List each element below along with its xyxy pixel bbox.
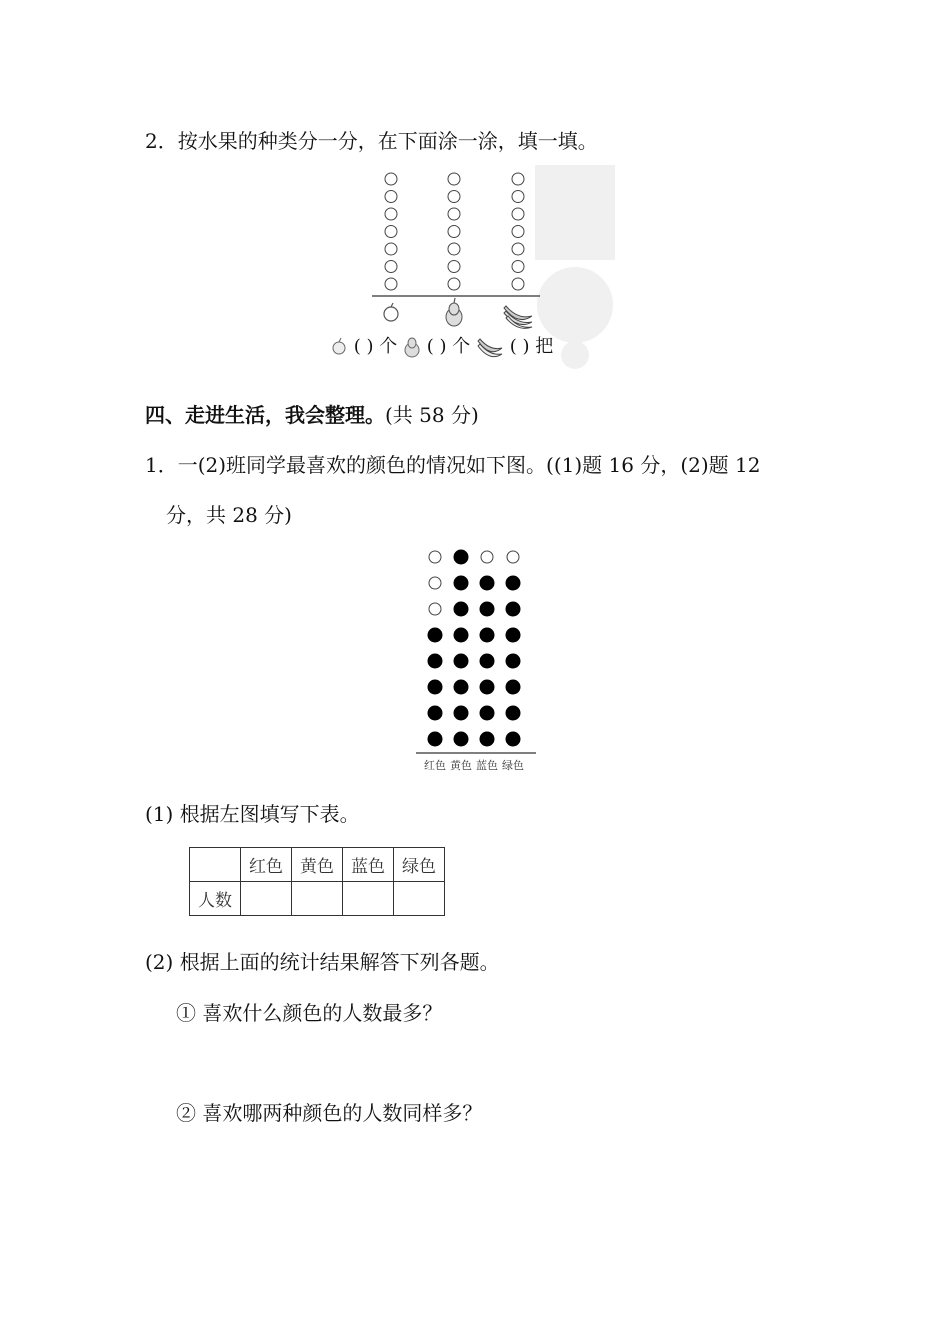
table-header-green: 绿色 — [394, 848, 445, 882]
filled-dot — [454, 654, 468, 668]
filled-dot — [506, 654, 520, 668]
filled-dot — [506, 602, 520, 616]
empty-dot — [429, 551, 441, 563]
empty-dot — [429, 577, 441, 589]
filled-dot — [428, 654, 442, 668]
table-cell-yellow[interactable] — [292, 882, 343, 916]
banana-icon — [504, 306, 532, 328]
filled-dot — [480, 654, 494, 668]
part-1-title: (1) 根据左图填写下表。 — [145, 802, 360, 826]
filled-dot — [454, 576, 468, 590]
filled-dot — [454, 550, 468, 564]
fruit-empty-circle[interactable] — [512, 191, 524, 203]
filled-dot — [480, 680, 494, 694]
color-axis-label: 绿色 — [502, 759, 524, 772]
filled-dot — [480, 732, 494, 746]
section-4-points: (共 58 分) — [385, 403, 479, 427]
filled-dot — [506, 706, 520, 720]
empty-dot — [429, 603, 441, 615]
color-axis-label: 蓝色 — [476, 759, 498, 772]
filled-dot — [506, 628, 520, 642]
filled-dot — [454, 732, 468, 746]
filled-dot — [480, 576, 494, 590]
fruit-empty-circle[interactable] — [448, 208, 460, 220]
filled-dot — [428, 680, 442, 694]
fruit-empty-circle[interactable] — [385, 261, 397, 273]
fill-table — [189, 847, 445, 916]
color-axis-label: 红色 — [424, 759, 446, 772]
fruit-empty-circle[interactable] — [512, 173, 524, 185]
part-2-question-a: ① 喜欢什么颜色的人数最多？ — [176, 1001, 443, 1025]
color-dot-grid — [428, 550, 520, 746]
part-2-title: (2) 根据上面的统计结果解答下列各题。 — [145, 950, 500, 974]
table-row — [190, 882, 445, 916]
table-corner-cell — [190, 848, 241, 882]
fruit-empty-circle[interactable] — [448, 261, 460, 273]
fruit-empty-circle[interactable] — [512, 243, 524, 255]
filled-dot — [428, 732, 442, 746]
fruit-empty-circle[interactable] — [448, 226, 460, 238]
pear-unit: 个 — [452, 336, 471, 357]
fruit-empty-circle[interactable] — [448, 191, 460, 203]
filled-dot — [454, 680, 468, 694]
table-cell-green[interactable] — [394, 882, 445, 916]
filled-dot — [454, 602, 468, 616]
fruit-empty-circle[interactable] — [512, 226, 524, 238]
pear-icon — [446, 298, 462, 326]
section-4-heading — [145, 403, 479, 427]
fruit-empty-circle[interactable] — [448, 278, 460, 290]
fruit-empty-circle[interactable] — [385, 191, 397, 203]
question-1-line-1: 1．一(2)班同学最喜欢的颜色的情况如下图。((1)题 16 分，(2)题 12 — [145, 453, 761, 477]
question-2-title: 2．按水果的种类分一分，在下面涂一涂，填一填。 — [145, 129, 598, 153]
banana-unit: 把 — [535, 336, 554, 357]
fruit-pictograph — [360, 165, 560, 330]
filled-dot — [454, 628, 468, 642]
fruit-empty-circle[interactable] — [448, 173, 460, 185]
fruit-empty-circle[interactable] — [385, 173, 397, 185]
filled-dot — [454, 706, 468, 720]
apple-icon — [330, 337, 348, 357]
apple-unit: 个 — [379, 336, 398, 357]
question-1-line-2: 分，共 28 分) — [166, 503, 292, 527]
filled-dot — [480, 706, 494, 720]
apple-icon — [384, 303, 398, 321]
table-header-blue: 蓝色 — [343, 848, 394, 882]
banana-count-blank[interactable]: ( ) — [509, 336, 530, 357]
filled-dot — [506, 576, 520, 590]
fruit-empty-circle[interactable] — [512, 278, 524, 290]
fruit-empty-circle[interactable] — [512, 261, 524, 273]
fruit-empty-circle[interactable] — [385, 243, 397, 255]
fruit-empty-circle[interactable] — [385, 208, 397, 220]
filled-dot — [480, 628, 494, 642]
part-2-question-b: ② 喜欢哪两种颜色的人数同样多？ — [176, 1101, 483, 1125]
filled-dot — [428, 706, 442, 720]
fruit-empty-circle[interactable] — [512, 208, 524, 220]
banana-icon — [476, 336, 504, 358]
table-header-yellow: 黄色 — [292, 848, 343, 882]
table-header-row — [190, 848, 445, 882]
table-cell-red[interactable] — [241, 882, 292, 916]
section-4-title: 四、走进生活，我会整理。 — [145, 403, 385, 427]
fruit-answer-line — [330, 334, 553, 360]
table-header-red: 红色 — [241, 848, 292, 882]
fruit-empty-circle[interactable] — [448, 243, 460, 255]
filled-dot — [428, 628, 442, 642]
empty-dot — [507, 551, 519, 563]
filled-dot — [480, 602, 494, 616]
fruit-empty-circle[interactable] — [385, 278, 397, 290]
color-axis-labels — [424, 758, 524, 772]
fruit-circle-grid — [385, 173, 524, 290]
pear-count-blank[interactable]: ( ) — [426, 336, 447, 357]
color-axis-label: 黄色 — [450, 759, 472, 772]
filled-dot — [506, 732, 520, 746]
apple-count-blank[interactable]: ( ) — [353, 336, 374, 357]
fruit-empty-circle[interactable] — [385, 226, 397, 238]
empty-dot — [481, 551, 493, 563]
table-row-label: 人数 — [190, 882, 241, 916]
pear-icon — [403, 336, 421, 358]
color-pictograph-chart — [412, 540, 542, 780]
filled-dot — [506, 680, 520, 694]
table-cell-blue[interactable] — [343, 882, 394, 916]
